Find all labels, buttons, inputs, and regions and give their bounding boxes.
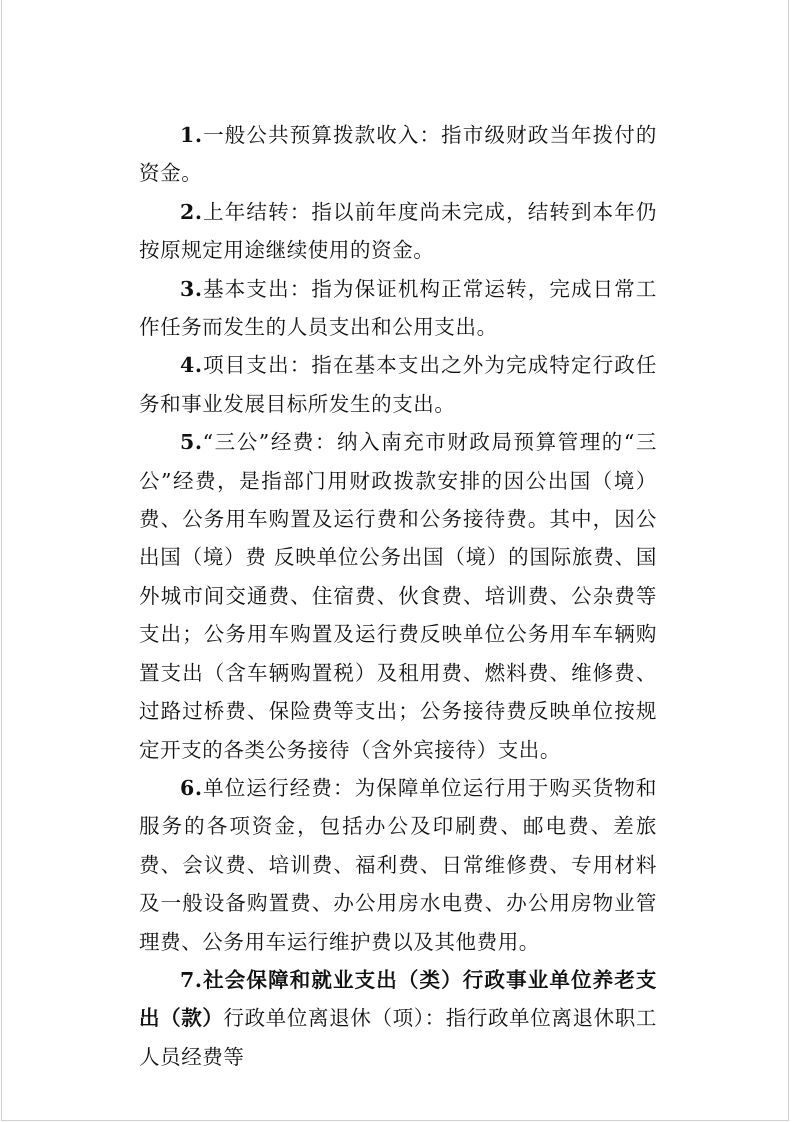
- item-term: 项目支出：: [202, 353, 312, 378]
- document-body: [139, 116, 657, 1076]
- item-number: 7: [180, 967, 195, 992]
- definition-item-3: 3.基本支出：指为保证机构正常运转，完成日常工作任务而发生的人员支出和公用支出。: [139, 276, 657, 340]
- item-term: 一般公共预算拨款收入：: [202, 123, 442, 147]
- item-text: 行政单位离退休（项）：指行政单位离退休职工人员经费等: [139, 1006, 657, 1069]
- definition-item-1: 1.一般公共预算拨款收入：指市级财政当年拨付的资金。: [139, 123, 657, 186]
- item-number: 2: [180, 199, 195, 224]
- item-text: 指在基本支出之外为完成特定行政任务和事业发展目标所发生的支出。: [139, 353, 657, 416]
- item-text: 纳入南充市财政局预算管理的“三公”经费，是指部门用财政拨款安排的因公出国（境）费、公务用车购置及运行费和公务接待费。其中，因公出国（境）费 反映单位公务出国（境）的国际旅费、国外城市间交通费、住宿费、伙食费、培训费、公杂费等支出；公务用车购置及运行费反映单位公务用车车辆购置支出（含车辆购置税）及租用费、燃料费、维修费、过路过桥费、保险费等支出；公务接待费反映单位按规定开支的各类公务接待（含外宾接待）支出。: [139, 430, 657, 762]
- definition-item-4: 4.项目支出：指在基本支出之外为完成特定行政任务和事业发展目标所发生的支出。: [139, 353, 657, 416]
- item-text: 指以前年度尚未完成，结转到本年仍按原规定用途继续使用的资金。: [139, 199, 657, 263]
- item-number: 5: [180, 430, 195, 455]
- definition-item-2: 2.上年结转：指以前年度尚未完成，结转到本年仍按原规定用途继续使用的资金。: [139, 199, 657, 263]
- item-number: 3: [180, 276, 195, 301]
- item-term: 基本支出：: [202, 276, 312, 301]
- item-text: 指市级财政当年拨付的资金。: [139, 123, 657, 186]
- item-text: 为保障单位运行用于购买货物和服务的各项资金，包括办公及印刷费、邮电费、差旅费、会议费、培训费、福利费、日常维修费、专用材料及一般设备购置费、办公用房水电费、办公用房物业管理费、公务用车运行维护费以及其他费用。: [139, 775, 657, 954]
- item-term: “三公”经费：: [202, 430, 338, 455]
- item-text: 指为保证机构正常运转，完成日常工作任务而发生的人员支出和公用支出。: [139, 276, 657, 340]
- definition-item-5: 5.“三公”经费：纳入南充市财政局预算管理的“三公”经费，是指部门用财政拨款安排的因公出国（境）费、公务用车购置及运行费和公务接待费。其中，因公出国（境）费 反映单位公务出国（境）的国际旅费、国外城市间交通费、住宿费、伙食费、培训费、公杂费等支出；公务用车购置及运行费反映单位公务用车车辆购置支出（含车辆购置税）及租用费、燃料费、维修费、过路过桥费、保险费等支出；公务接待费反映单位按规定开支的各类公务接待（含外宾接待）支出。: [139, 430, 657, 762]
- item-term: 社会保障和就业支出（类）行政事业单位养老支出（款）: [139, 967, 657, 1031]
- item-number: 1: [180, 123, 195, 147]
- definition-item-6: 6.单位运行经费：为保障单位运行用于购买货物和服务的各项资金，包括办公及印刷费、邮电费、差旅费、会议费、培训费、福利费、日常维修费、专用材料及一般设备购置费、办公用房水电费、办公用房物业管理费、公务用车运行维护费以及其他费用。: [139, 775, 657, 954]
- item-term: 单位运行经费：: [202, 775, 355, 800]
- item-term: 上年结转：: [202, 199, 312, 224]
- item-number: 6: [180, 775, 195, 800]
- item-number: 4: [180, 353, 195, 378]
- definition-item-7: 7.社会保障和就业支出（类）行政事业单位养老支出（款）行政单位离退休（项）：指行政单位离退休职工人员经费等: [139, 967, 657, 1069]
